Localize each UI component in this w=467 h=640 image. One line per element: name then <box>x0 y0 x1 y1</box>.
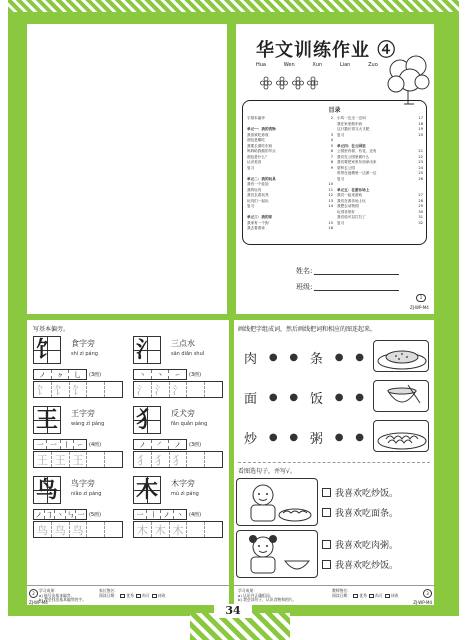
divider <box>238 462 430 463</box>
toc-entry-title: 面包是什么？ <box>247 154 269 159</box>
radical-name: 王字旁 <box>71 409 95 418</box>
toc-entry-title: 复习 <box>337 132 345 137</box>
blank-box[interactable] <box>105 452 122 467</box>
stroke-count: (5画) <box>89 512 102 518</box>
toc-entry-title: 妈妈给我做的早点 <box>247 149 276 153</box>
toc-entry-page: 19 <box>418 127 423 131</box>
toc-entry-title: 面包是哪吃 <box>247 138 265 142</box>
rating-label: 待改 <box>390 592 399 598</box>
radical-char: 王 <box>33 406 61 434</box>
stroke-order <box>33 509 87 520</box>
porridge-bowl-picture-icon <box>373 380 429 412</box>
toc-entry-title: 玩得非常好 <box>337 209 355 214</box>
radical-name: 食字旁 <box>71 339 95 348</box>
toc-entry-title: 我们说可以打扫了 <box>337 215 366 219</box>
radical-name: 木字旁 <box>171 479 195 488</box>
toc-entry-page: 26 <box>418 176 423 181</box>
toc-entry-title: 单元一：我的食物 <box>247 127 276 131</box>
outcome-line: 学习成果： <box>238 588 257 593</box>
toc-entry-page: 7 <box>330 154 333 159</box>
toc-entry-title: 望梓去公园 <box>337 165 355 170</box>
toc-entry-title: 我们在公园里做什么 <box>337 154 370 159</box>
toc-entry-title: 单元二：我的玩具 <box>247 176 276 181</box>
stroke-step: 丨 <box>147 510 160 519</box>
toc-entry-page: 13 <box>328 198 333 203</box>
option-text: 我喜欢吃面条。 <box>335 509 399 519</box>
pinyin-word: Zuo <box>368 62 378 68</box>
answer-checkbox[interactable] <box>322 560 331 569</box>
practice-row <box>133 381 223 398</box>
answer-checkbox[interactable] <box>322 488 331 497</box>
toc-entry-page: 22 <box>418 154 423 159</box>
right-char[interactable]: 饭 <box>309 392 323 407</box>
teacher-sign-area <box>332 589 434 598</box>
toc-entry-page: 28 <box>418 198 423 203</box>
left-char[interactable]: 面 <box>244 392 258 407</box>
toc-entry-title: 复习 <box>247 204 255 208</box>
page-number: 34 <box>214 604 252 618</box>
rating-label: 优秀 <box>126 592 134 598</box>
cover-pinyin <box>256 62 401 68</box>
toc-entry-title: 我想去动物园 <box>337 204 359 208</box>
radical-cell <box>31 404 127 470</box>
blank-box[interactable] <box>87 522 105 537</box>
toc-entry-title: 我的玩具 <box>247 187 262 192</box>
toc-entry-page: 9 <box>330 165 333 170</box>
radical-cell <box>131 334 227 400</box>
stroke-step: 丨 <box>61 440 74 449</box>
trace-char[interactable]: 王 <box>34 452 52 467</box>
answer-checkbox[interactable] <box>322 508 331 517</box>
rating-checkbox[interactable] <box>369 594 374 598</box>
word-match-row <box>244 348 364 367</box>
trace-char[interactable]: 木 <box>170 522 188 537</box>
toc-entry-page: 23 <box>418 160 423 164</box>
blank-box[interactable] <box>105 522 122 537</box>
outcome-line: a) 认识并正确组词。 <box>238 592 274 598</box>
trace-char[interactable]: 鸟 <box>52 522 70 537</box>
rating-label: 尚可 <box>142 592 150 598</box>
toc-entry-page: 20 <box>418 132 423 137</box>
rating-row <box>99 594 219 599</box>
toc-entry-page: 8 <box>330 160 333 164</box>
toc-column-right <box>337 116 423 226</box>
word-match-row <box>244 388 364 407</box>
stroke-order <box>133 369 187 380</box>
dot[interactable]: ● <box>334 352 344 363</box>
name-line[interactable] <box>314 268 399 275</box>
toc-entry-title: 字基本偏旁 <box>247 116 265 120</box>
toc-entry-title: 我们一起来游戏 <box>337 193 363 197</box>
radical-name: 鸟字旁 <box>71 479 95 488</box>
toc-entry-page: 30 <box>418 209 423 214</box>
stroke-step: 丶 <box>55 510 66 519</box>
dot[interactable]: ● <box>268 432 278 443</box>
stroke-step: ノ <box>174 441 182 449</box>
page-number-badge: 3 <box>423 589 432 598</box>
rating-checkbox[interactable] <box>152 594 157 598</box>
toc-entry-title: 单元五：在游乐场上 <box>337 187 370 192</box>
cover-title: 华文训练作业 ④ <box>256 40 397 61</box>
pinyin-word: Wen <box>283 62 295 68</box>
toc-entry-page: 17 <box>418 116 423 120</box>
trace-char[interactable]: 氵 <box>170 382 188 397</box>
dot[interactable]: ● <box>355 432 364 443</box>
stroke-step: 乚 <box>74 371 82 379</box>
cover-page <box>236 24 434 314</box>
radical-char: 饣 <box>33 336 61 364</box>
sign-label: 教师签名： <box>332 588 351 593</box>
option-row[interactable] <box>322 506 398 519</box>
radical-name: 三点水 <box>171 339 195 348</box>
option-row[interactable] <box>322 558 398 571</box>
toc-entry-title: 复习 <box>337 176 345 181</box>
class-field[interactable] <box>296 282 399 292</box>
toc-entry-page: 32 <box>418 220 423 225</box>
pinyin-word: Lian <box>339 62 351 68</box>
stroke-step: ノ <box>161 510 174 519</box>
stroke-step: 丶 <box>152 370 170 379</box>
option-text: 我喜欢吃肉粥。 <box>335 541 399 551</box>
toc-entry-page: 10 <box>328 182 333 186</box>
word-match-row <box>244 428 364 447</box>
food-words-worksheet <box>234 320 434 605</box>
toc-entry-page: 25 <box>418 171 423 175</box>
radical-char: 氵 <box>133 336 161 364</box>
toc-entry-title: 我们要把家里东西拿出来 <box>337 160 377 164</box>
radicals-worksheet <box>27 320 229 605</box>
fried-rice-picture-icon <box>373 340 429 372</box>
pinyin-word: Hua <box>256 62 266 68</box>
stroke-order <box>33 439 87 450</box>
rating-label: 待改 <box>157 592 166 598</box>
outcome-line: b) 我会读句子，认识食物和图片。 <box>238 597 297 602</box>
toc-entry-title: 哥哥在池塘里一边游一边 <box>337 171 377 175</box>
toc-entry-title: 我们去看玩具 <box>247 193 269 197</box>
toc-entry-title: 复习 <box>337 220 345 225</box>
toc-entry-page: 29 <box>418 204 423 208</box>
radical-char: 犭 <box>133 406 161 434</box>
practice-row <box>133 451 223 468</box>
toc-entry-page: 31 <box>418 215 423 219</box>
book-code: ZJ-WP-M4 <box>410 305 429 310</box>
stroke-count: (4画) <box>189 512 202 518</box>
radical-pinyin: fǎn quǎn páng <box>171 421 208 427</box>
radical-cell <box>131 404 227 470</box>
rating-row <box>332 594 434 599</box>
option-row[interactable] <box>322 486 398 499</box>
noodles-picture-icon <box>373 420 429 452</box>
page-number-badge: 2 <box>29 589 38 598</box>
blank-box[interactable] <box>205 522 222 537</box>
blank-box[interactable] <box>87 382 105 397</box>
toc-entry-page: 21 <box>418 149 423 153</box>
book-code: ZJ-WP-M4 <box>29 600 48 605</box>
radical-pinyin: niǎo zì páng <box>71 491 102 497</box>
stroke-step: 一 <box>134 510 147 519</box>
dot[interactable]: ● <box>355 352 364 363</box>
blank-box[interactable] <box>187 452 205 467</box>
blank-box[interactable] <box>187 382 205 397</box>
toc-entry-page: 15 <box>328 220 333 225</box>
radical-name: 反犬旁 <box>171 409 195 418</box>
boy-eating-picture-icon <box>236 478 318 526</box>
dot[interactable]: ● <box>289 392 299 403</box>
toc-entry-title: 玩具们一起玩 <box>247 198 269 203</box>
learning-outcomes <box>238 589 296 603</box>
stroke-count: (3画) <box>189 372 202 378</box>
toc-entry-title: 我要去面吃东西 <box>247 143 273 148</box>
pinyin-word: Xun <box>312 62 323 68</box>
toc-entry-page: 4 <box>330 138 333 142</box>
stroke-step: ノ <box>34 510 45 519</box>
practice-row <box>33 381 123 398</box>
trace-char[interactable]: 鸟 <box>34 522 52 537</box>
answer-checkbox[interactable] <box>322 540 331 549</box>
toc-entry-title: 我在家里做东西 <box>337 121 363 126</box>
parent-sign-area <box>99 589 219 598</box>
trace-char[interactable]: 犭 <box>134 452 152 467</box>
dot[interactable]: ● <box>334 392 344 403</box>
toc-column-left <box>247 116 333 232</box>
right-char[interactable]: 条 <box>309 352 323 367</box>
toc-entry-title: 公园里有树、有花、还有 <box>337 149 377 153</box>
stroke-count: (3画) <box>89 372 102 378</box>
toc-entry <box>337 221 423 227</box>
toc-entry-page: 5 <box>330 143 333 148</box>
radical-char: 鸟 <box>33 476 61 504</box>
stroke-step: 丶 <box>176 511 184 519</box>
right-char[interactable]: 粥 <box>309 432 323 447</box>
rating-checkbox[interactable] <box>120 594 125 598</box>
toc-entry-title: 认识美食 <box>247 160 262 164</box>
worksheet-footer <box>234 585 434 605</box>
class-line[interactable] <box>314 284 399 291</box>
option-text: 我喜欢吃炒饭。 <box>335 561 399 571</box>
stroke-order <box>133 509 187 520</box>
stroke-step: 一 <box>47 440 60 449</box>
blank-page <box>27 24 227 314</box>
toc-title: 目录 <box>328 107 341 114</box>
rating-checkbox[interactable] <box>136 594 141 598</box>
trace-char[interactable]: 饣 <box>70 382 88 397</box>
left-char[interactable]: 炒 <box>244 432 258 447</box>
toc-entry <box>247 226 333 232</box>
practice-row <box>33 521 123 538</box>
stroke-step: ノ <box>134 440 152 449</box>
toc-entry-title: 我们在游乐场上玩 <box>337 198 366 203</box>
blank-box[interactable] <box>205 452 222 467</box>
trace-char[interactable]: 氵 <box>134 382 152 397</box>
toc-entry-title: 单元四：在公园里 <box>337 143 366 148</box>
radical-pinyin: mù zì páng <box>171 491 199 497</box>
blank-box[interactable] <box>87 452 105 467</box>
stroke-count: (4画) <box>89 442 102 448</box>
toc-entry-title: 我喜欢吃炒饭 <box>247 132 269 137</box>
trace-char[interactable]: 王 <box>52 452 70 467</box>
date-label: 阅读日期： <box>332 592 351 598</box>
toc-entry-title: 我有一个娃娃 <box>247 182 269 186</box>
toc-entry-page: 11 <box>328 187 333 192</box>
stroke-step: 一 <box>77 511 85 519</box>
outcome-line: a) 能写出基本偏旁。 <box>39 592 75 598</box>
page-badge: 1 <box>416 294 426 302</box>
trace-char[interactable]: 木 <box>152 522 170 537</box>
sign-label: 家长签名： <box>99 588 118 593</box>
date-label: 阅读日期： <box>99 592 118 598</box>
option-text: 我喜欢吃炒饭。 <box>335 489 399 499</box>
rating-checkbox[interactable] <box>353 594 358 598</box>
trace-char[interactable]: 氵 <box>152 382 170 397</box>
dot[interactable]: ● <box>268 392 278 403</box>
worksheet-instruction: 写基本偏旁。 <box>33 326 70 333</box>
stroke-count: (3画) <box>189 442 202 448</box>
top-diamond-border <box>8 0 459 12</box>
outcome-line: 学习成果： <box>39 588 58 593</box>
toc-entry-title: 小鸡一边走一边叫 <box>337 116 366 120</box>
rating-label: 优秀 <box>359 592 367 598</box>
stroke-step: ㇀ <box>76 441 84 449</box>
name-field[interactable] <box>296 266 399 276</box>
toc-entry-page: 2 <box>330 116 333 120</box>
toc-entry-page: 18 <box>418 121 423 126</box>
stroke-step: ㇰ <box>52 370 70 379</box>
trace-char[interactable]: 鸟 <box>70 522 88 537</box>
blank-box[interactable] <box>105 382 122 397</box>
flowers-icon <box>260 76 318 90</box>
stroke-step: ㇉ <box>66 510 77 519</box>
radical-cell <box>31 474 127 540</box>
dot[interactable]: ● <box>268 352 278 363</box>
trace-char[interactable]: 木 <box>134 522 152 537</box>
toc-entry-title: 我家有一个狗 <box>247 220 269 225</box>
blank-box[interactable] <box>205 382 222 397</box>
dot[interactable]: ● <box>289 352 299 363</box>
toc-entry-title: 单元三：我的家 <box>247 215 273 219</box>
toc-entry-title: 我去看看家 <box>247 226 265 230</box>
table-of-contents <box>242 100 427 245</box>
radical-cell <box>31 334 127 400</box>
practice-row <box>133 521 223 538</box>
dot[interactable]: ● <box>289 432 299 443</box>
toc-entry-page: 24 <box>418 165 423 170</box>
toc-entry-page: 3 <box>330 132 333 137</box>
book-code: ZJ-WP-M4 <box>413 600 432 605</box>
dot[interactable]: ● <box>334 432 344 443</box>
tree-illustration-icon <box>386 52 431 107</box>
toc-entry-page: 12 <box>328 193 333 197</box>
name-label: 姓名: <box>296 267 313 275</box>
toc-entry-page: 14 <box>328 204 333 208</box>
trace-char[interactable]: 饣 <box>34 382 52 397</box>
radical-pinyin: wáng zì páng <box>71 421 105 427</box>
trace-char[interactable]: 饣 <box>52 382 70 397</box>
stroke-step: 丶 <box>134 370 152 379</box>
stroke-order <box>133 439 187 450</box>
trace-char[interactable]: 犭 <box>152 452 170 467</box>
dot[interactable]: ● <box>355 392 364 403</box>
girl-eating-picture-icon <box>236 530 318 578</box>
stroke-step: ㇒ <box>152 440 170 449</box>
worksheet-footer <box>27 585 229 605</box>
trace-char[interactable]: 王 <box>70 452 88 467</box>
stroke-step: ㇀ <box>174 371 182 379</box>
stroke-order <box>33 369 87 380</box>
toc-entry-title: 这只猫长得又大又肥 <box>337 127 370 131</box>
blank-box[interactable] <box>187 522 205 537</box>
outcome-line: b) 我会找出基本偏旁的字。 <box>39 597 86 602</box>
toc-entry-page: 27 <box>418 193 423 197</box>
worksheet-instruction: 画线把字组成词，然后画线把词和相应的图连起来。 <box>238 326 377 333</box>
stroke-step: 一 <box>34 440 47 449</box>
trace-char[interactable]: 犭 <box>170 452 188 467</box>
rating-label: 尚可 <box>375 592 383 598</box>
stroke-step: ㇆ <box>45 510 56 519</box>
option-row[interactable] <box>322 538 398 551</box>
radical-pinyin: sān diǎn shuǐ <box>171 351 205 357</box>
radical-pinyin: shí zì páng <box>71 351 98 357</box>
toc-entry-page: 6 <box>330 149 333 153</box>
radical-char: 木 <box>133 476 161 504</box>
toc-entry-title: 复习 <box>247 165 255 170</box>
left-char[interactable]: 肉 <box>244 352 258 367</box>
toc-entry-page: 16 <box>328 226 333 230</box>
scene-instruction: 看图选句子，并写√。 <box>238 468 296 475</box>
class-label: 班级: <box>296 283 313 291</box>
radical-cell <box>131 474 227 540</box>
stroke-step: ノ <box>34 370 52 379</box>
practice-row <box>33 451 123 468</box>
rating-checkbox[interactable] <box>385 594 390 598</box>
